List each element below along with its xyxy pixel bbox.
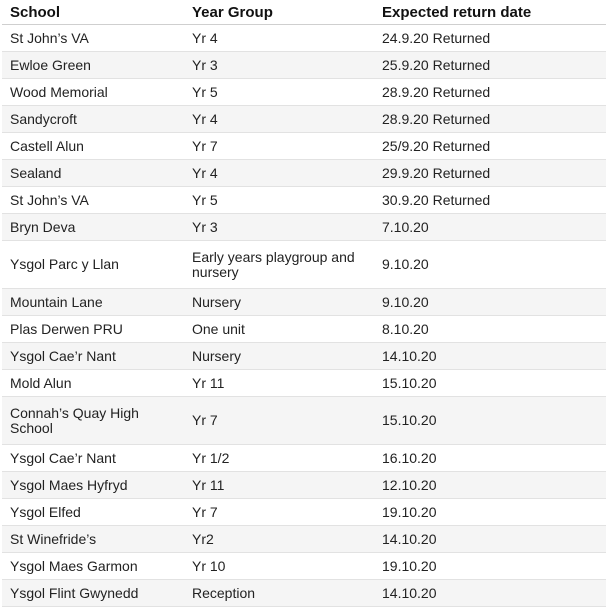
school-return-table	[2, 0, 606, 607]
table-row	[2, 343, 606, 370]
school-cell: Ysgol Parc y Llan	[2, 241, 184, 289]
table-row	[2, 187, 606, 214]
column-header-expected-return-date: Expected return date	[374, 0, 606, 25]
school-cell: Wood Memorial	[2, 79, 184, 106]
year-group-cell: Yr 7	[184, 133, 374, 160]
table-header-row	[2, 0, 606, 25]
school-cell: Mold Alun	[2, 370, 184, 397]
year-group-cell: Yr 11	[184, 472, 374, 499]
return-date-cell: 28.9.20 Returned	[374, 79, 606, 106]
table-row	[2, 580, 606, 607]
school-cell: Mountain Lane	[2, 289, 184, 316]
school-cell: Ysgol Cae’r Nant	[2, 343, 184, 370]
school-cell: Sandycroft	[2, 106, 184, 133]
column-header-school: School	[2, 0, 184, 25]
school-cell: Ewloe Green	[2, 52, 184, 79]
return-date-cell: 24.9.20 Returned	[374, 25, 606, 52]
table-row	[2, 79, 606, 106]
year-group-cell: Nursery	[184, 289, 374, 316]
table-row	[2, 499, 606, 526]
return-date-cell: 29.9.20 Returned	[374, 160, 606, 187]
year-group-cell: Yr 5	[184, 187, 374, 214]
school-cell: Castell Alun	[2, 133, 184, 160]
return-date-cell: 14.10.20	[374, 343, 606, 370]
year-group-cell: Yr 3	[184, 214, 374, 241]
year-group-cell: Yr2	[184, 526, 374, 553]
year-group-cell: Yr 10	[184, 553, 374, 580]
school-cell: Connah’s Quay High School	[2, 397, 184, 445]
return-date-cell: 8.10.20	[374, 316, 606, 343]
school-cell: St Winefride’s	[2, 526, 184, 553]
year-group-cell: Yr 4	[184, 106, 374, 133]
school-cell: Bryn Deva	[2, 214, 184, 241]
return-date-cell: 19.10.20	[374, 553, 606, 580]
year-group-cell: Yr 3	[184, 52, 374, 79]
table-row	[2, 25, 606, 52]
year-group-cell: Reception	[184, 580, 374, 607]
school-cell: Ysgol Maes Garmon	[2, 553, 184, 580]
column-header-year-group: Year Group	[184, 0, 374, 25]
year-group-cell: Yr 11	[184, 370, 374, 397]
school-cell: Ysgol Flint Gwynedd	[2, 580, 184, 607]
table-row	[2, 445, 606, 472]
return-date-cell: 14.10.20	[374, 526, 606, 553]
table-row	[2, 52, 606, 79]
school-cell: St John’s VA	[2, 25, 184, 52]
table-row	[2, 397, 606, 445]
school-cell: Plas Derwen PRU	[2, 316, 184, 343]
return-date-cell: 25/9.20 Returned	[374, 133, 606, 160]
year-group-cell: One unit	[184, 316, 374, 343]
year-group-cell: Yr 1/2	[184, 445, 374, 472]
return-date-cell: 15.10.20	[374, 370, 606, 397]
school-cell: Sealand	[2, 160, 184, 187]
year-group-cell: Yr 4	[184, 25, 374, 52]
table-row	[2, 214, 606, 241]
table-row	[2, 241, 606, 289]
year-group-cell: Yr 7	[184, 499, 374, 526]
school-cell: Ysgol Maes Hyfryd	[2, 472, 184, 499]
table-row	[2, 472, 606, 499]
return-date-cell: 19.10.20	[374, 499, 606, 526]
school-cell: St John’s VA	[2, 187, 184, 214]
year-group-cell: Nursery	[184, 343, 374, 370]
return-date-cell: 12.10.20	[374, 472, 606, 499]
table-row	[2, 526, 606, 553]
table-row	[2, 316, 606, 343]
year-group-cell: Yr 5	[184, 79, 374, 106]
table-row	[2, 289, 606, 316]
year-group-cell: Yr 4	[184, 160, 374, 187]
return-date-cell: 28.9.20 Returned	[374, 106, 606, 133]
year-group-cell: Yr 7	[184, 397, 374, 445]
return-date-cell: 16.10.20	[374, 445, 606, 472]
return-date-cell: 7.10.20	[374, 214, 606, 241]
table-row	[2, 370, 606, 397]
return-date-cell: 15.10.20	[374, 397, 606, 445]
school-cell: Ysgol Elfed	[2, 499, 184, 526]
year-group-cell: Early years playgroup and nursery	[184, 241, 374, 289]
table-row	[2, 553, 606, 580]
table-row	[2, 133, 606, 160]
table-row	[2, 160, 606, 187]
return-date-cell: 14.10.20	[374, 580, 606, 607]
return-date-cell: 9.10.20	[374, 289, 606, 316]
return-date-cell: 30.9.20 Returned	[374, 187, 606, 214]
return-date-cell: 9.10.20	[374, 241, 606, 289]
table-row	[2, 106, 606, 133]
school-cell: Ysgol Cae’r Nant	[2, 445, 184, 472]
return-date-cell: 25.9.20 Returned	[374, 52, 606, 79]
